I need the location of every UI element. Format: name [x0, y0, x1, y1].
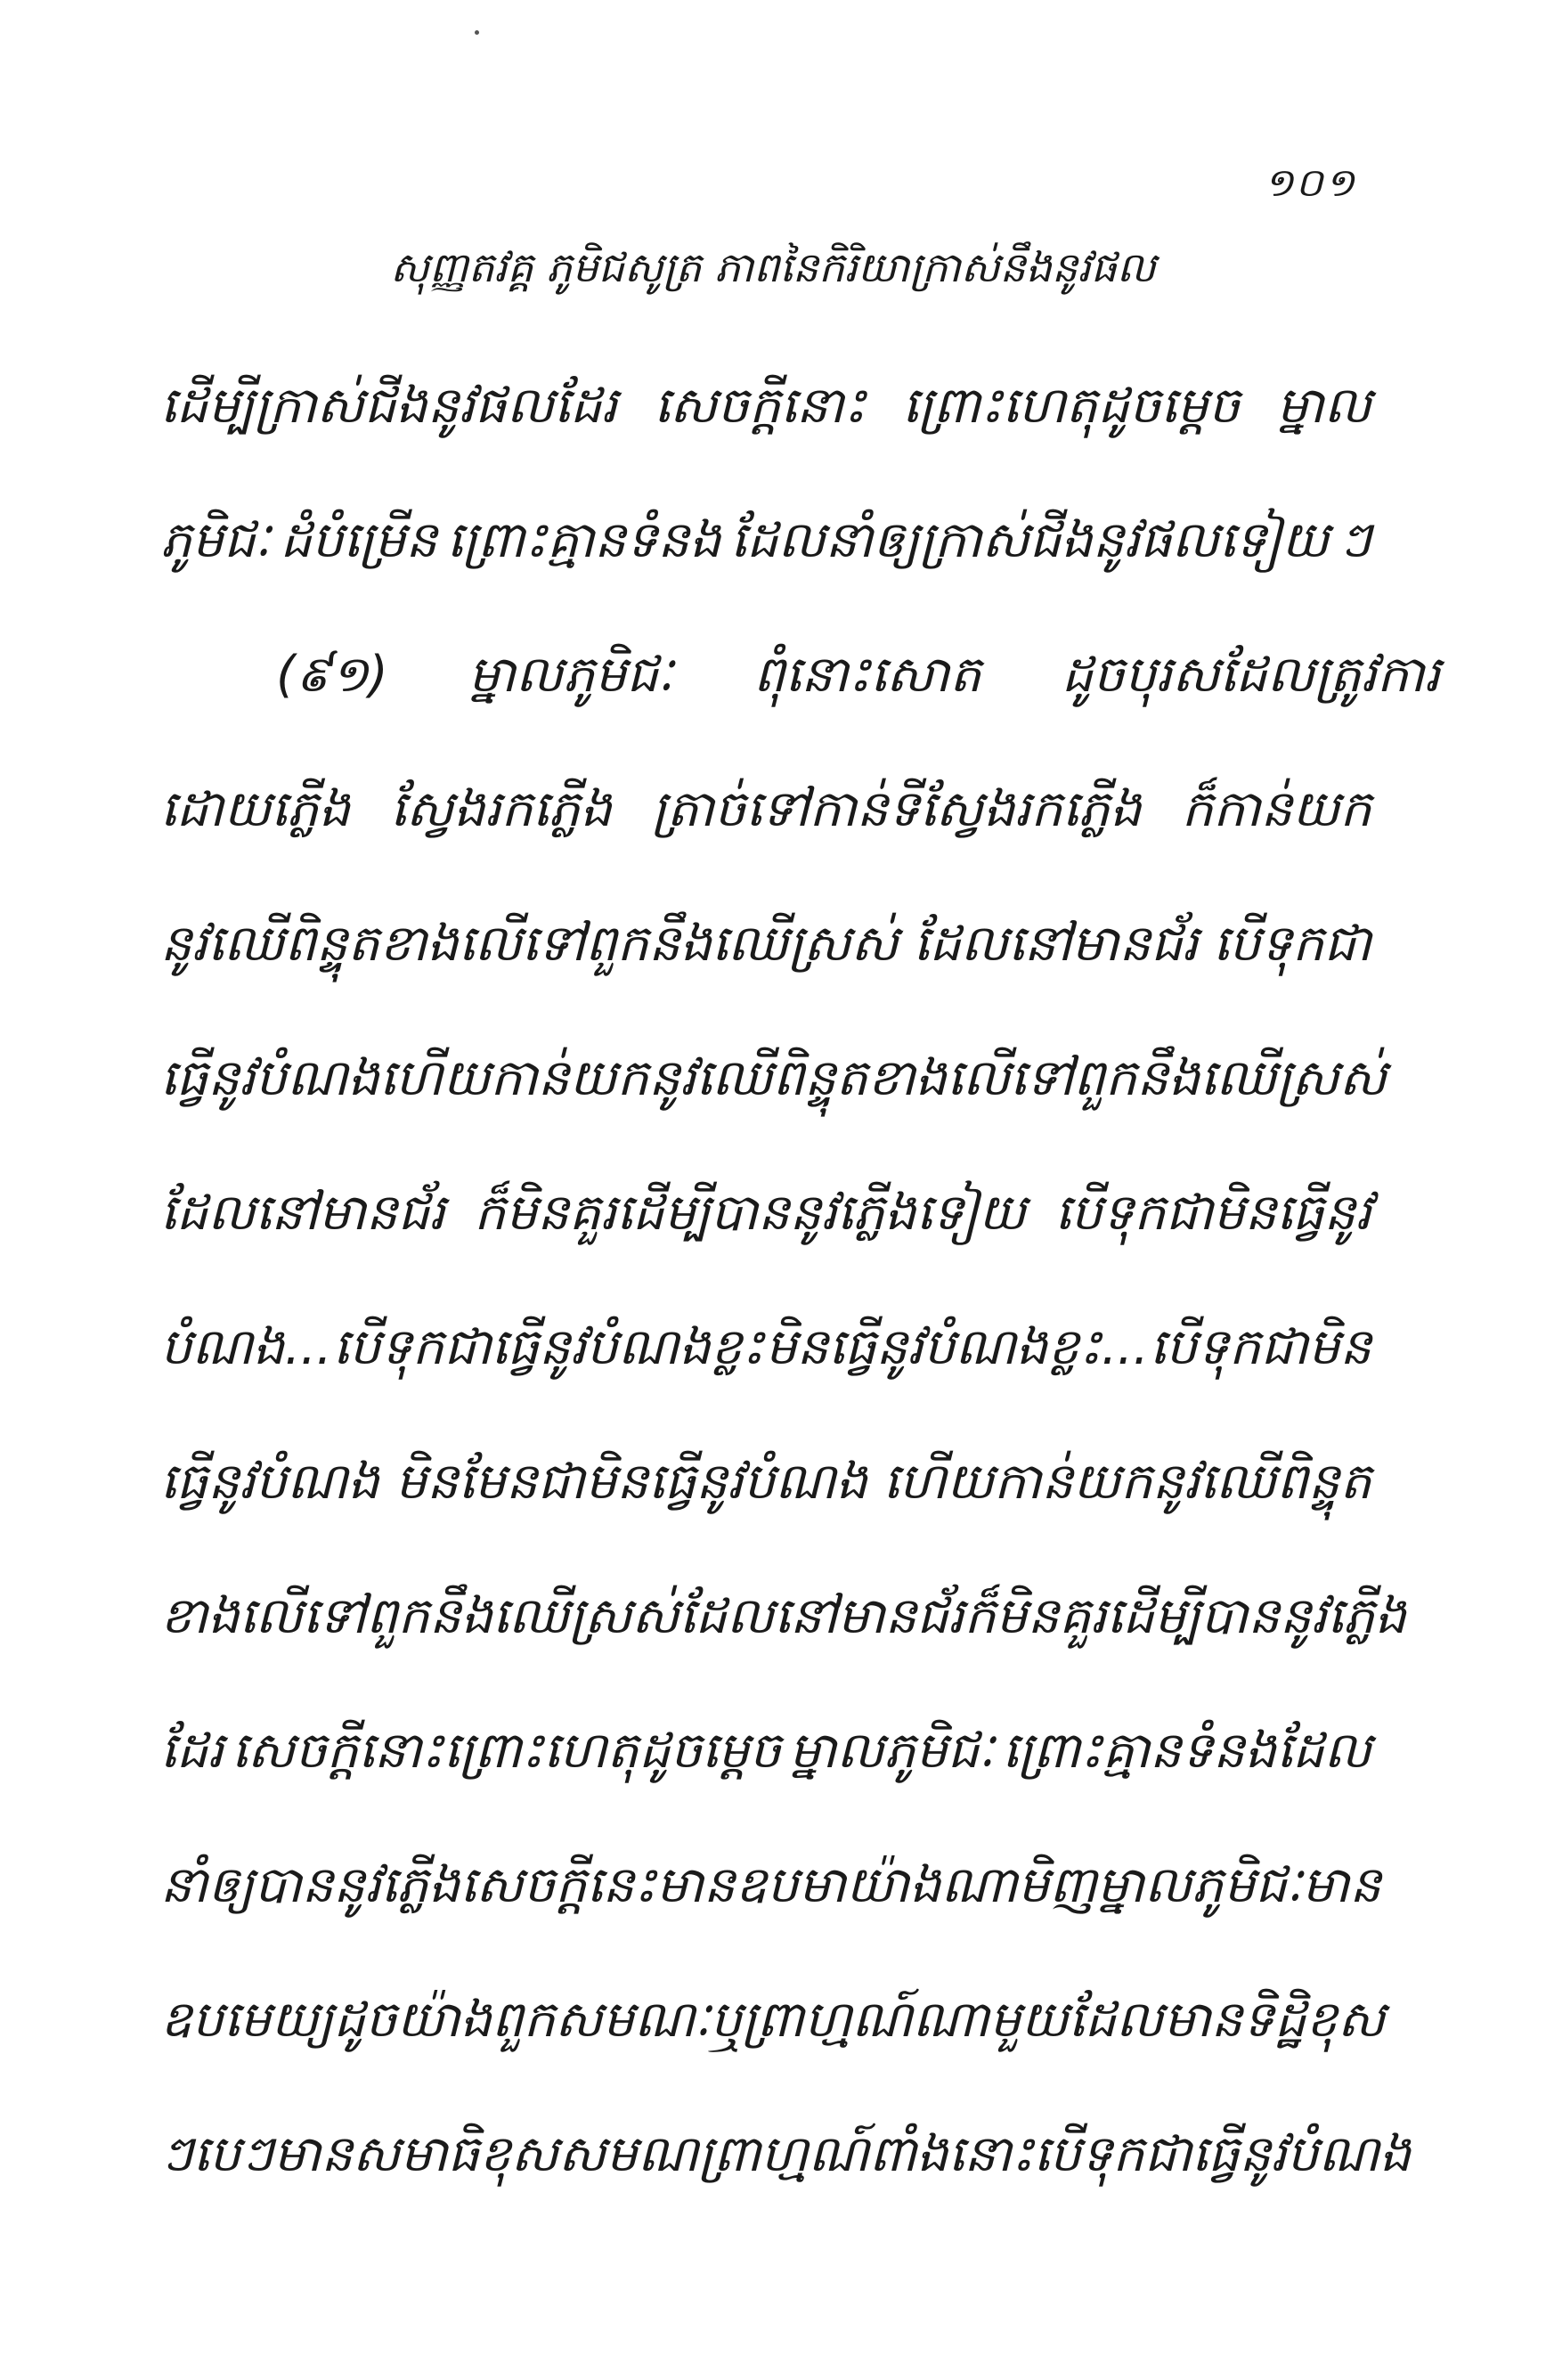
- text-segment: នាំឲ្យបាននូវភ្លើង: [160, 1856, 460, 1914]
- text-segment: ក៏មិនគួរដើម្បីបាននូវភ្លើងទៀយ: [474, 1184, 1027, 1242]
- text-segment: សេចក្តីនេះមានឧបមាយ៉ាងណាមិញ: [460, 1856, 1097, 1914]
- text-segment: ស្វែងរកភ្លើង: [390, 780, 613, 838]
- text-segment: ត្រាច់ទៅកាន់ទីស្វែងរកភ្លើង: [651, 780, 1142, 838]
- text-segment: មានសមាធិខុស: [273, 2125, 559, 2183]
- text-segment: ព្រោះគ្មានទំនងដែល: [1002, 1722, 1371, 1780]
- text-segment: មាន: [1302, 1856, 1381, 1914]
- text-segment: បើទុកជា: [1213, 915, 1371, 973]
- text-segment: ពុំនោះសោត: [753, 646, 981, 704]
- text-segment: សេចក្តីនោះ: [654, 377, 867, 435]
- text-segment: មិនធ្វើនូវបំណងខ្លះ...: [765, 1318, 1149, 1376]
- text-segment: ក៏កាន់យក: [1181, 780, 1371, 838]
- text-segment: (៩១): [276, 646, 388, 704]
- text-segment: ហើយកាន់យកនូវឈើពិន្ទុត: [883, 1453, 1371, 1511]
- text-segment: ៗបេៗ: [160, 2125, 274, 2183]
- text-segment: សមណព្រាហ្មណ៍ពាំងនោះ: [558, 2125, 1034, 2183]
- text-segment: ទៅពួកនឹងឈើស្រស់: [1010, 1049, 1387, 1107]
- text-segment: ដែលនៅមានជ័រ: [160, 1184, 445, 1242]
- text-segment: ៗ: [1339, 511, 1371, 569]
- text-segment: ម្នាលភូមិជៈ: [1096, 1856, 1303, 1914]
- text-segment: ខាងលើ: [160, 1587, 303, 1645]
- text-segment: សេចក្តីនោះព្រោះហេតុដូចម្តេច: [232, 1722, 781, 1780]
- text-line: [160, 473, 1371, 607]
- text-line: [160, 1818, 1381, 1952]
- text-line: [160, 338, 1371, 473]
- text-line: [160, 1414, 1371, 1549]
- text-segment: បើទុកជាមិន: [1150, 1318, 1371, 1376]
- body-text: [160, 338, 1441, 2221]
- text-line: [160, 742, 1371, 876]
- text-segment: ម្នាលភូមិជៈ: [789, 1722, 995, 1780]
- text-segment: នូវឈើពិន្ទុតខាងលើទៅពួកនឹងឈើស្រស់: [160, 915, 899, 973]
- text-segment: បើទុកជាធ្វើនូវបំណង: [1033, 2125, 1412, 2183]
- text-segment: ក៏មិនគួរដើម្បីបាននូវភ្លើង: [964, 1587, 1407, 1645]
- running-header: សុញ្ញតវគ្គ ភូមិជសូត្រ ភាពនៃកិរិយាក្រាស់នឹងនូវផល: [390, 243, 1156, 291]
- text-segment: ហើយកាន់យកនូវឈើពិន្ទុតខាងលើ: [379, 1049, 1011, 1107]
- text-line: [160, 607, 1441, 742]
- text-segment: ម្នាល: [1276, 377, 1371, 435]
- text-line: [160, 1952, 1386, 2087]
- text-segment: ដូចបុរសដែលត្រូវការ: [1061, 646, 1441, 704]
- text-line: [160, 1683, 1371, 1818]
- text-segment: ដំបំម្រើន: [280, 511, 438, 569]
- text-segment: បំណង...: [160, 1318, 332, 1376]
- text-segment: ដែលមានទិដ្ឋិខុស: [1068, 1991, 1386, 2049]
- text-segment: ធ្វើនូវបំណង: [160, 1453, 380, 1511]
- text-line: [160, 1145, 1371, 1280]
- text-segment: ដោយភ្លើង: [160, 780, 351, 838]
- text-segment: ឧបមេយ្យដូចយ៉ាងពួកសមណៈឬព្រាហ្មណ៍ណាមួយ: [160, 1991, 1069, 2049]
- text-segment: ភូមិជៈ: [160, 511, 271, 569]
- text-segment: ទៅពួកនឹងឈើស្រស់ដែលនៅមានជ័រ: [302, 1587, 964, 1645]
- text-segment: ដែលនាំឲ្យក្រាស់ជីងនូវផលទៀយ: [730, 511, 1330, 569]
- text-segment: ដែលនៅមានជ័រ: [913, 915, 1199, 973]
- print-speck: [475, 30, 479, 35]
- page-number: ១០១: [1264, 160, 1356, 206]
- text-segment: ដែរ: [160, 1722, 224, 1780]
- text-segment: បើទុកជាធ្វើនូវបំណងខ្លះ: [333, 1318, 765, 1376]
- text-segment: ធ្វើនូវបំណង: [160, 1049, 380, 1107]
- text-line: [160, 1280, 1371, 1414]
- text-segment: ព្រោះហេតុដូចម្តេច: [902, 377, 1241, 435]
- text-segment: ព្រោះគ្មានទំនង: [446, 511, 721, 569]
- text-line: [160, 1011, 1387, 1145]
- text-line: [160, 1549, 1407, 1683]
- text-segment: មិនមែនជាមិនធ្វើនូវបំណង: [395, 1453, 868, 1511]
- text-segment: បើទុកជាមិនធ្វើនូវ: [1054, 1184, 1371, 1242]
- text-line: [160, 2087, 1412, 2221]
- text-line: [160, 876, 1371, 1011]
- text-segment: ម្នាលភូមិជៈ: [468, 646, 674, 704]
- text-segment: ដើម្បីក្រាស់ជីងនូវផលដែរ: [160, 377, 618, 435]
